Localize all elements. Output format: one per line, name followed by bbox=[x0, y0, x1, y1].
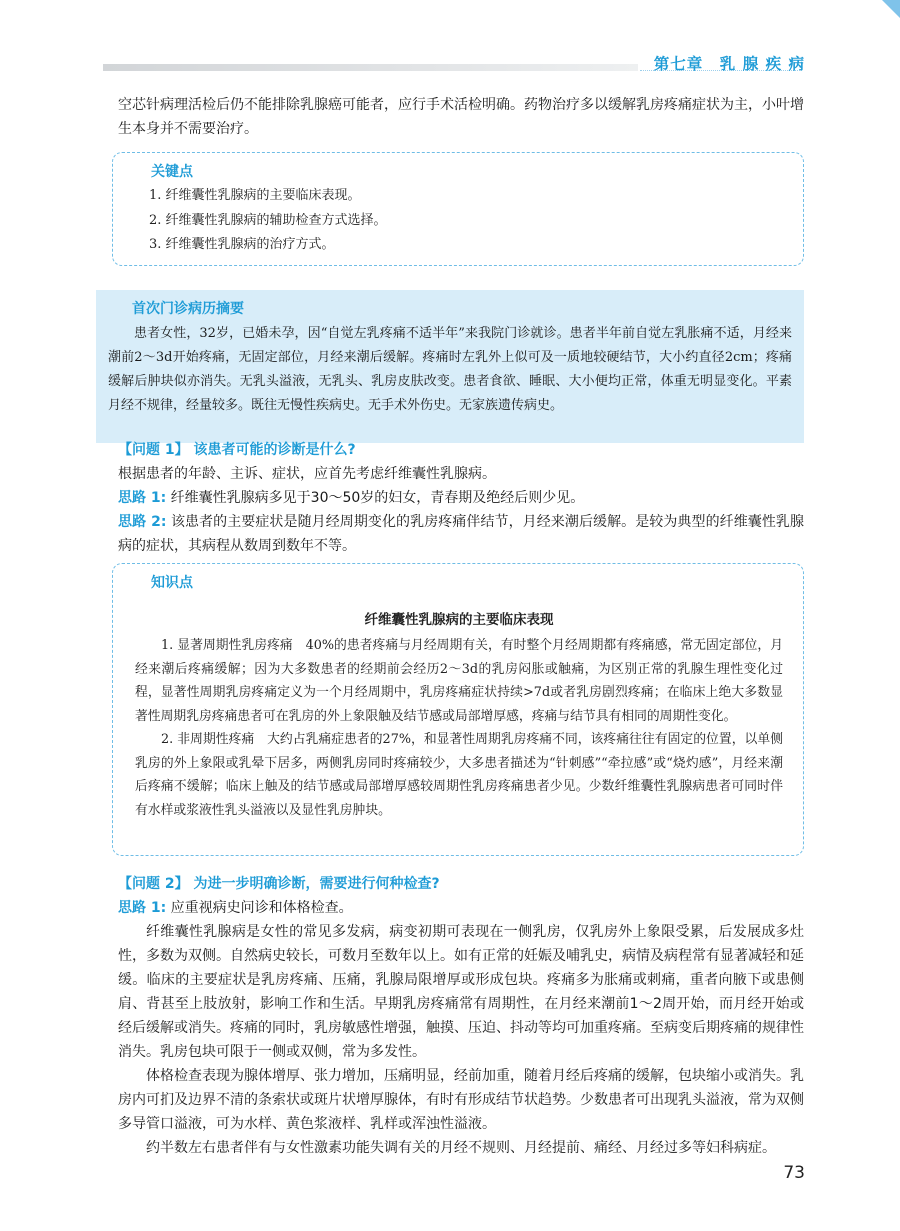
key-point-item: 3. 纤维囊性乳腺病的治疗方式。 bbox=[149, 237, 335, 252]
knowledge-paragraph-1: 1. 显著周期性乳房疼痛 40%的患者疼痛与月经周期有关，有时整个月经周期都有疼痛感，常无固定部位，月经来潮后疼痛缓解；因为大多数患者的经期前会经历2～3d的乳房闷胀或触痛，为区别正常的乳腺生理性变化过程，显著性周期乳房疼痛定义为一个月经周期中，乳房疼痛症状持续>7d或者乳房剧烈疼痛；在临床上绝大多数显著性周期乳房疼痛患者可在乳房的外上象限触及结节感或局部增厚感，疼痛与结节具有相同的周期性变化。 bbox=[135, 638, 783, 724]
key-points-title: 关键点 bbox=[151, 164, 193, 180]
knowledge-title: 知识点 bbox=[151, 575, 193, 591]
question-2-section bbox=[118, 872, 804, 1160]
key-points-box bbox=[112, 152, 804, 266]
question-2-paragraph-2: 体格检查表现为腺体增厚、张力增加，压痛明显，经前加重，随着月经后疼痛的缓解，包块缩小或消失。乳房内可扪及边界不清的条索状或斑片状增厚腺体，有时有形成结节状趋势。少数患者可出现乳头溢液，常为双侧多导管口溢液，可为水样、黄色浆液样、乳样或浑浊性溢液。 bbox=[118, 1068, 804, 1132]
key-point-item: 2. 纤维囊性乳腺病的辅助检查方式选择。 bbox=[149, 212, 387, 228]
hint-label: 思路 1: bbox=[118, 490, 167, 506]
question-2-hint-1 bbox=[118, 896, 804, 920]
hint-label: 思路 2: bbox=[118, 514, 167, 530]
intro-section bbox=[118, 93, 804, 141]
question-2-paragraph-3: 约半数左右患者伴有与女性激素功能失调有关的月经不规则、月经提前、痛经、月经过多等妇科病症。 bbox=[146, 1140, 776, 1156]
key-point-item: 1. 纤维囊性乳腺病的主要临床表现。 bbox=[149, 188, 361, 203]
intro-paragraph: 空芯针病理活检后仍不能排除乳腺癌可能者，应行手术活检明确。药物治疗多以缓解乳房疼痛症状为主，小叶增生本身并不需要治疗。 bbox=[118, 97, 804, 137]
hint-label: 思路 1: bbox=[118, 900, 167, 916]
hint-text: 纤维囊性乳腺病多见于30～50岁的妇女，青春期及绝经后则少见。 bbox=[166, 490, 585, 506]
question-1-hint-2 bbox=[118, 510, 804, 558]
question-1-hint-1 bbox=[118, 486, 804, 510]
question-1-section bbox=[118, 438, 804, 558]
header-bar bbox=[103, 64, 638, 71]
question-1-text: 该患者可能的诊断是什么? bbox=[193, 442, 356, 458]
hint-text: 应重视病史问诊和体格检查。 bbox=[166, 900, 353, 916]
corner-decoration bbox=[882, 0, 900, 18]
question-1-answer: 根据患者的年龄、主诉、症状，应首先考虑纤维囊性乳腺病。 bbox=[118, 466, 496, 482]
knowledge-box bbox=[112, 563, 804, 856]
case-summary-title: 首次门诊病历摘要 bbox=[132, 301, 244, 317]
knowledge-heading: 纤维囊性乳腺病的主要临床表现 bbox=[364, 612, 554, 628]
question-2-heading bbox=[118, 872, 804, 896]
case-summary-box bbox=[96, 290, 804, 443]
question-2-text: 为进一步明确诊断，需要进行何种检查? bbox=[193, 876, 440, 892]
question-2-paragraph-1: 纤维囊性乳腺病是女性的常见多发病，病变初期可表现在一侧乳房，仅乳房外上象限受累，后发展成多灶性，多数为双侧。自然病史较长，可数月至数年以上。如有正常的妊娠及哺乳史，病情及病程常有显著减轻和延缓。临床的主要症状是乳房疼痛、压痛，乳腺局限增厚或形成包块。疼痛多为胀痛或刺痛，重者向腋下或患侧肩、背甚至上肢放射，影响工作和生活。早期乳房疼痛常有周期性，在月经来潮前1～2周开始，而月经开始或经后缓解或消失。疼痛的同时，乳房敏感性增强，触摸、压迫、抖动等均可加重疼痛。至病变后期疼痛的规律性消失。乳房包块可限于一侧或双侧，常为多发性。 bbox=[118, 924, 804, 1060]
question-1-heading bbox=[118, 438, 804, 462]
page-number: 73 bbox=[783, 1163, 805, 1183]
question-1-label: 【问题 1】 bbox=[118, 442, 189, 458]
knowledge-paragraph-2: 2. 非周期性疼痛 大约占乳痛症患者的27%，和显著性周期乳房疼痛不同，该疼痛往往有固定的位置，以单侧乳房的外上象限或乳晕下居多，两侧乳房同时疼痛较少，大多患者描述为“针刺感”“牵拉感”或“烧灼感”，月经来潮后疼痛不缓解；临床上触及的结节感或局部增厚感较周期性乳房疼痛患者少见。少数纤维囊性乳腺病患者可同时伴有水样或浆液性乳头溢液以及显性乳房肿块。 bbox=[135, 732, 783, 818]
question-2-label: 【问题 2】 bbox=[118, 876, 189, 892]
case-summary-body: 患者女性，32岁，已婚未孕，因“自觉左乳疼痛不适半年”来我院门诊就诊。患者半年前自觉左乳胀痛不适，月经来潮前2～3d开始疼痛，无固定部位，月经来潮后缓解。疼痛时左乳外上似可及一质地较硬结节，大小约直径2cm；疼痛缓解后肿块似亦消失。无乳头溢液，无乳头、乳房皮肤改变。患者食欲、睡眠、大小便均正常，体重无明显变化。平素月经不规律，经量较多。既往无慢性疾病史。无手术外伤史。无家族遗传病史。 bbox=[108, 326, 792, 413]
hint-text: 该患者的主要症状是随月经周期变化的乳房疼痛伴结节，月经来潮后缓解。是较为典型的纤维囊性乳腺病的症状，其病程从数周到数年不等。 bbox=[118, 514, 804, 554]
chapter-title: 第七章 乳 腺 疾 病 bbox=[653, 55, 805, 73]
